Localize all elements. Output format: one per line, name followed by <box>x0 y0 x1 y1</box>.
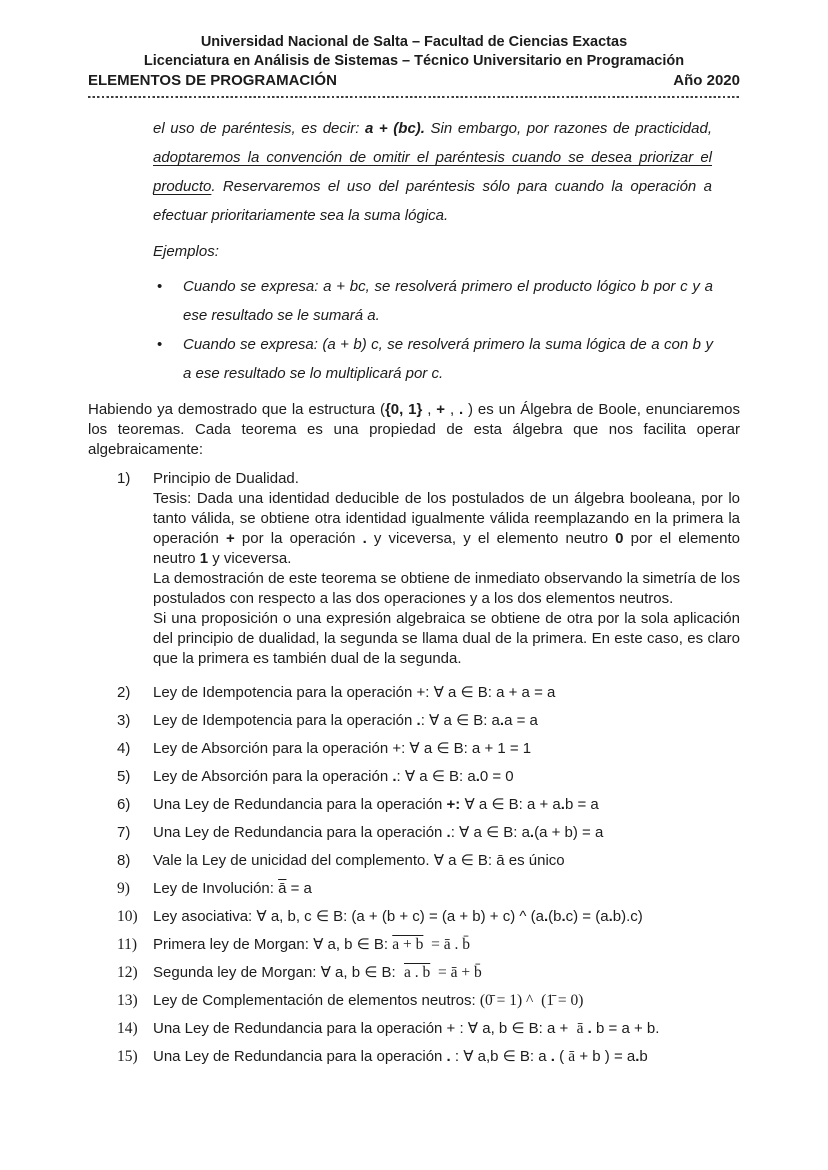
text-segment: +: <box>446 796 461 813</box>
text-segment: Primera ley de Morgan: ∀ a, b ∈ B: <box>153 936 393 953</box>
text-segment: . <box>446 824 451 841</box>
theorem-item <box>88 795 740 815</box>
text-segment: . <box>560 796 565 813</box>
theorem-item <box>88 991 740 1011</box>
theorem-number: 14) <box>117 1020 138 1037</box>
text-segment: Ley de Involución: <box>153 880 279 897</box>
text-segment: a + (bc). <box>365 120 425 137</box>
text-segment: {0, 1} <box>384 401 423 418</box>
text-segment: b <box>639 1048 648 1065</box>
theorem-text <box>153 963 740 983</box>
text-segment: Ley de Idempotencia para la operación +: ∀ a ∈ B: a + a = a <box>153 684 556 701</box>
text-segment: Ley de Complementación de elementos neutros: <box>153 992 480 1009</box>
text-segment: Ley de Idempotencia para la operación <box>153 712 417 729</box>
theorem-number: 15) <box>117 1048 138 1065</box>
theorem-number: 12) <box>117 964 138 981</box>
text-segment: . <box>446 1048 451 1065</box>
text-segment: por la operación <box>234 530 363 547</box>
theorem-item <box>88 469 745 669</box>
text-segment: 0 = 0 <box>479 768 514 785</box>
text-segment: . <box>561 908 566 925</box>
text-segment: . <box>459 401 464 418</box>
theorem-text <box>153 851 740 871</box>
theorem-item <box>88 823 740 843</box>
theorem-text <box>153 935 740 955</box>
text-segment: (b <box>548 908 562 925</box>
theorem-text <box>153 767 740 787</box>
text-segment: + b ) = a <box>575 1048 636 1065</box>
theorem-text <box>153 469 745 669</box>
theorem-item <box>88 963 740 983</box>
text-segment: $\overline{ā}$ <box>278 880 287 897</box>
main-paragraph <box>88 400 740 460</box>
theorem-number: 6) <box>117 796 131 813</box>
text-segment: 1 <box>199 550 209 567</box>
theorem-text <box>153 907 740 927</box>
theorem-text <box>153 1047 740 1067</box>
text-segment: Una Ley de Redundancia para la operación <box>153 1048 447 1065</box>
text-segment: Segunda ley de Morgan: ∀ a, b ∈ B: <box>153 964 404 981</box>
text-segment: 0 <box>615 530 624 547</box>
theorem-number: 3) <box>117 712 131 729</box>
text-segment: Ley asociativa: ∀ a, b, c ∈ B: (a + (b + c) = (a + b) + c) ^ (a <box>153 908 544 925</box>
theorem-number: 9) <box>117 880 130 897</box>
text-segment: = ā + b̄ <box>430 964 482 981</box>
text-segment: . <box>362 530 367 547</box>
text-segment: , <box>445 401 459 418</box>
theorem-number: 1) <box>117 470 131 487</box>
theorem-item <box>88 739 740 759</box>
theorem-item <box>88 711 740 731</box>
examples-list <box>153 272 713 388</box>
theorem-item <box>88 683 740 703</box>
university-title: Universidad Nacional de Salta – Facultad de Ciencias Exactas <box>200 34 628 50</box>
document-body <box>88 114 745 1067</box>
text-segment: por el elemento neutro <box>153 530 745 567</box>
text-segment: : ∀ a ∈ B: a <box>420 712 500 729</box>
text-segment: Habiendo ya demostrado que la estructura ( <box>88 401 385 418</box>
theorem-text <box>153 683 740 703</box>
theorem-number: 2) <box>117 684 131 701</box>
text-segment: . <box>543 908 549 925</box>
theorem-text <box>153 879 740 899</box>
theorem-number: 8) <box>117 852 131 869</box>
theorem-item <box>88 851 740 871</box>
text-segment: y viceversa. La demostración de este teorema se obtiene de inmediato observando la simetría de los postulados con respecto a las dos operaciones y a los dos elementos neutros. Si una proposición o una expresión algebraica se obtiene de otra por la sola aplicación del principio de dualidad, la segunda se llama dual de la primera. En este caso, es claro que la primera es también dual de la segunda. <box>153 550 741 667</box>
text-segment: + <box>436 401 446 418</box>
text-segment: b).c) <box>612 908 643 925</box>
theorems-list <box>88 469 745 1067</box>
examples-label: Ejemplos: <box>153 243 219 260</box>
text-segment: . <box>475 768 480 785</box>
theorem-number: 4) <box>117 740 131 757</box>
intro-paragraph <box>153 114 712 230</box>
text-segment: + <box>226 530 235 547</box>
text-segment: b = a <box>564 796 599 813</box>
theorem-item <box>88 879 740 899</box>
text-segment: Principio de Dualidad. Tesis: Dada una identidad deducible de los postulados de un álgebra booleana, por lo tanto válida, se obtiene otra identidad igualmente válida reemplazando en la primera la operación <box>153 470 740 547</box>
text-segment: . <box>608 908 613 925</box>
text-segment: a . b <box>403 964 431 981</box>
text-segment: . <box>529 824 535 841</box>
text-segment: Vale la Ley de unicidad del complemento. ∀ a ∈ B: ā es único <box>153 852 565 869</box>
theorem-number: 13) <box>117 992 138 1009</box>
text-segment: Una Ley de Redundancia para la operación <box>153 796 447 813</box>
theorem-text <box>153 991 740 1011</box>
text-segment: b = a + b. <box>591 1020 660 1037</box>
theorem-text <box>153 739 740 759</box>
theorem-text <box>153 795 740 815</box>
text-segment: Ley de Absorción para la operación <box>153 768 393 785</box>
text-segment: Una Ley de Redundancia para la operación + : ∀ a, b ∈ B: a + <box>153 1020 577 1037</box>
text-segment: a = a <box>504 712 538 729</box>
text-segment: . <box>635 1048 640 1065</box>
course-title: ELEMENTOS DE PROGRAMACIÓN <box>88 72 337 89</box>
text-segment: ā <box>576 1020 584 1037</box>
program-title: Licenciatura en Análisis de Sistemas – Técnico Universitario en Programación <box>143 53 685 69</box>
theorem-item <box>88 1019 740 1039</box>
text-segment: ā <box>568 1048 576 1065</box>
example-bullet: • Cuando se expresa: (a + b) c, se resolverá primero la suma lógica de a con b y a ese resultado se lo multiplicará por c. <box>153 330 713 388</box>
text-segment: adoptaremos la convención de omitir el paréntesis cuando se desea priorizar el producto <box>153 149 712 195</box>
theorem-number: 7) <box>117 824 131 841</box>
text-segment: . <box>499 712 505 729</box>
theorem-item <box>88 1047 740 1067</box>
text-segment: a + b <box>392 936 424 953</box>
text-segment: . <box>416 712 421 729</box>
text-segment: . Reservaremos el uso del paréntesis sólo para cuando la operación a efectuar prioritariamente sea la suma lógica. <box>153 178 712 224</box>
page-header <box>0 33 828 98</box>
course-row <box>88 71 740 91</box>
theorem-text <box>153 1019 740 1039</box>
text-segment: . <box>550 1048 555 1065</box>
text-segment: = ā . b̄ <box>423 936 471 953</box>
text-segment: ( <box>554 1048 569 1065</box>
theorem-item <box>88 767 740 787</box>
theorem-text <box>153 823 740 843</box>
text-segment: : ∀ a,b ∈ B: a <box>450 1048 551 1065</box>
text-segment: . <box>392 768 397 785</box>
theorem-text <box>153 711 740 731</box>
text-segment: el uso de paréntesis, es decir: <box>153 120 365 137</box>
text-segment: : ∀ a ∈ B: a <box>450 824 530 841</box>
text-segment: : ∀ a ∈ B: a <box>396 768 476 785</box>
text-segment: . <box>587 1020 592 1037</box>
theorem-item <box>88 935 740 955</box>
text-segment: Sin embargo, por razones de practicidad, <box>424 120 712 137</box>
theorem-number: 5) <box>117 768 131 785</box>
example-bullet: • Cuando se expresa: a + bc, se resolverá primero el producto lógico b por c y a ese resultado se le sumará a. <box>153 272 713 330</box>
theorem-number: 10) <box>117 908 138 925</box>
text-segment: y viceversa, y el elemento neutro <box>366 530 616 547</box>
header-divider <box>88 96 740 98</box>
text-segment: Ley de Absorción para la operación +: ∀ a ∈ B: a + 1 = 1 <box>153 740 532 757</box>
text-segment: Una Ley de Redundancia para la operación <box>153 824 447 841</box>
text-segment: , <box>422 401 437 418</box>
text-segment: = a <box>286 880 312 897</box>
year-label: Año 2020 <box>673 72 740 89</box>
text-segment: ∀ a ∈ B: a + a <box>460 796 561 813</box>
text-segment: ) es un Álgebra de Boole, enunciaremos los teoremas. Cada teorema es una propiedad de esta álgebra que nos facilita operar algebraicamente: <box>88 401 740 458</box>
text-segment: c) = (a <box>565 908 609 925</box>
theorem-item <box>88 907 740 927</box>
theorem-number: 11) <box>117 936 138 953</box>
text-segment: (a + b) = a <box>534 824 604 841</box>
text-segment: (0̄ = 1) ^ (1̄ = 0) <box>479 992 584 1009</box>
